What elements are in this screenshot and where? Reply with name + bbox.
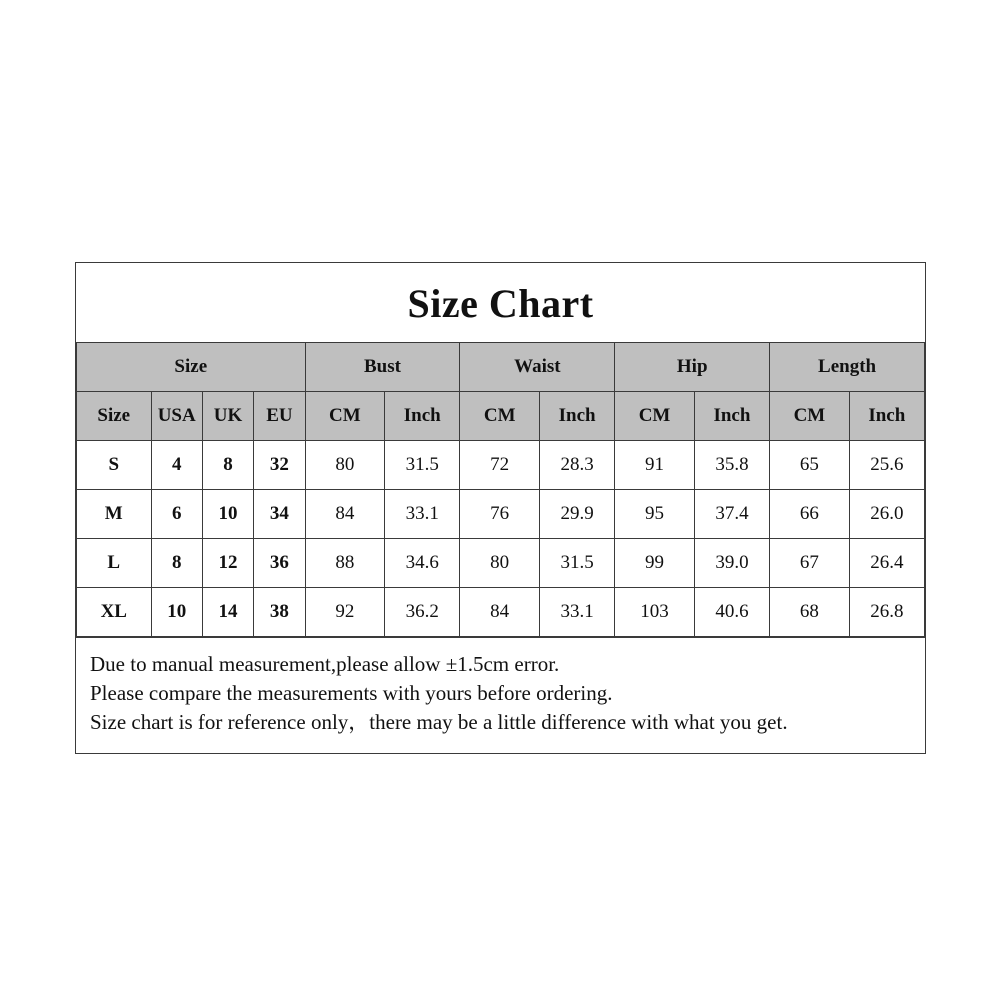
cell-bust-cm: 88 bbox=[305, 539, 385, 588]
cell-len-cm: 67 bbox=[770, 539, 850, 588]
cell-size: XL bbox=[77, 588, 152, 637]
size-chart-container bbox=[75, 262, 926, 754]
cell-uk: 14 bbox=[202, 588, 253, 637]
group-header-size: Size bbox=[77, 343, 306, 392]
cell-bust-cm: 84 bbox=[305, 490, 385, 539]
sub-header-waist-inch: Inch bbox=[539, 392, 614, 441]
cell-usa: 4 bbox=[151, 441, 202, 490]
cell-waist-cm: 80 bbox=[460, 539, 540, 588]
cell-waist-cm: 76 bbox=[460, 490, 540, 539]
cell-bust-inch: 33.1 bbox=[385, 490, 460, 539]
cell-hip-inch: 39.0 bbox=[694, 539, 769, 588]
cell-bust-cm: 80 bbox=[305, 441, 385, 490]
sub-header-len-cm: CM bbox=[770, 392, 850, 441]
cell-hip-cm: 91 bbox=[615, 441, 695, 490]
table-header-subs bbox=[77, 392, 925, 441]
cell-hip-cm: 99 bbox=[615, 539, 695, 588]
table-header-groups bbox=[77, 343, 925, 392]
table-row bbox=[77, 490, 925, 539]
cell-len-inch: 26.4 bbox=[849, 539, 924, 588]
note-line: Due to manual measurement,please allow ±1.5cm error. bbox=[90, 652, 560, 676]
group-header-bust: Bust bbox=[305, 343, 460, 392]
sub-header-waist-cm: CM bbox=[460, 392, 540, 441]
cell-usa: 10 bbox=[151, 588, 202, 637]
sub-header-bust-cm: CM bbox=[305, 392, 385, 441]
cell-bust-inch: 34.6 bbox=[385, 539, 460, 588]
cell-waist-inch: 33.1 bbox=[539, 588, 614, 637]
cell-usa: 6 bbox=[151, 490, 202, 539]
sub-header-hip-inch: Inch bbox=[694, 392, 769, 441]
cell-size: L bbox=[77, 539, 152, 588]
cell-usa: 8 bbox=[151, 539, 202, 588]
sub-header-uk: UK bbox=[202, 392, 253, 441]
cell-waist-inch: 28.3 bbox=[539, 441, 614, 490]
cell-bust-inch: 36.2 bbox=[385, 588, 460, 637]
cell-len-inch: 26.8 bbox=[849, 588, 924, 637]
cell-waist-inch: 29.9 bbox=[539, 490, 614, 539]
note-line: Size chart is for reference only，there may be a little difference with what you get. bbox=[90, 710, 788, 734]
table-row bbox=[77, 588, 925, 637]
cell-hip-inch: 35.8 bbox=[694, 441, 769, 490]
cell-len-cm: 65 bbox=[770, 441, 850, 490]
cell-size: S bbox=[77, 441, 152, 490]
cell-eu: 34 bbox=[254, 490, 305, 539]
cell-bust-inch: 31.5 bbox=[385, 441, 460, 490]
cell-hip-inch: 37.4 bbox=[694, 490, 769, 539]
cell-uk: 10 bbox=[202, 490, 253, 539]
cell-waist-inch: 31.5 bbox=[539, 539, 614, 588]
cell-waist-cm: 72 bbox=[460, 441, 540, 490]
page-title: Size Chart bbox=[407, 281, 594, 326]
cell-eu: 36 bbox=[254, 539, 305, 588]
cell-size: M bbox=[77, 490, 152, 539]
cell-len-inch: 25.6 bbox=[849, 441, 924, 490]
table-row bbox=[77, 539, 925, 588]
note-line: Please compare the measurements with yours before ordering. bbox=[90, 681, 613, 705]
cell-hip-inch: 40.6 bbox=[694, 588, 769, 637]
group-header-hip: Hip bbox=[615, 343, 770, 392]
sub-header-bust-inch: Inch bbox=[385, 392, 460, 441]
sub-header-len-inch: Inch bbox=[849, 392, 924, 441]
cell-eu: 38 bbox=[254, 588, 305, 637]
cell-bust-cm: 92 bbox=[305, 588, 385, 637]
cell-uk: 12 bbox=[202, 539, 253, 588]
sub-header-hip-cm: CM bbox=[615, 392, 695, 441]
cell-uk: 8 bbox=[202, 441, 253, 490]
group-header-length: Length bbox=[770, 343, 925, 392]
group-header-waist: Waist bbox=[460, 343, 615, 392]
sub-header-size: Size bbox=[77, 392, 152, 441]
cell-waist-cm: 84 bbox=[460, 588, 540, 637]
cell-hip-cm: 95 bbox=[615, 490, 695, 539]
cell-len-cm: 68 bbox=[770, 588, 850, 637]
cell-eu: 32 bbox=[254, 441, 305, 490]
table-row bbox=[77, 441, 925, 490]
sub-header-usa: USA bbox=[151, 392, 202, 441]
size-chart-table bbox=[76, 342, 925, 637]
cell-hip-cm: 103 bbox=[615, 588, 695, 637]
cell-len-inch: 26.0 bbox=[849, 490, 924, 539]
notes-section bbox=[76, 637, 925, 753]
sub-header-eu: EU bbox=[254, 392, 305, 441]
cell-len-cm: 66 bbox=[770, 490, 850, 539]
